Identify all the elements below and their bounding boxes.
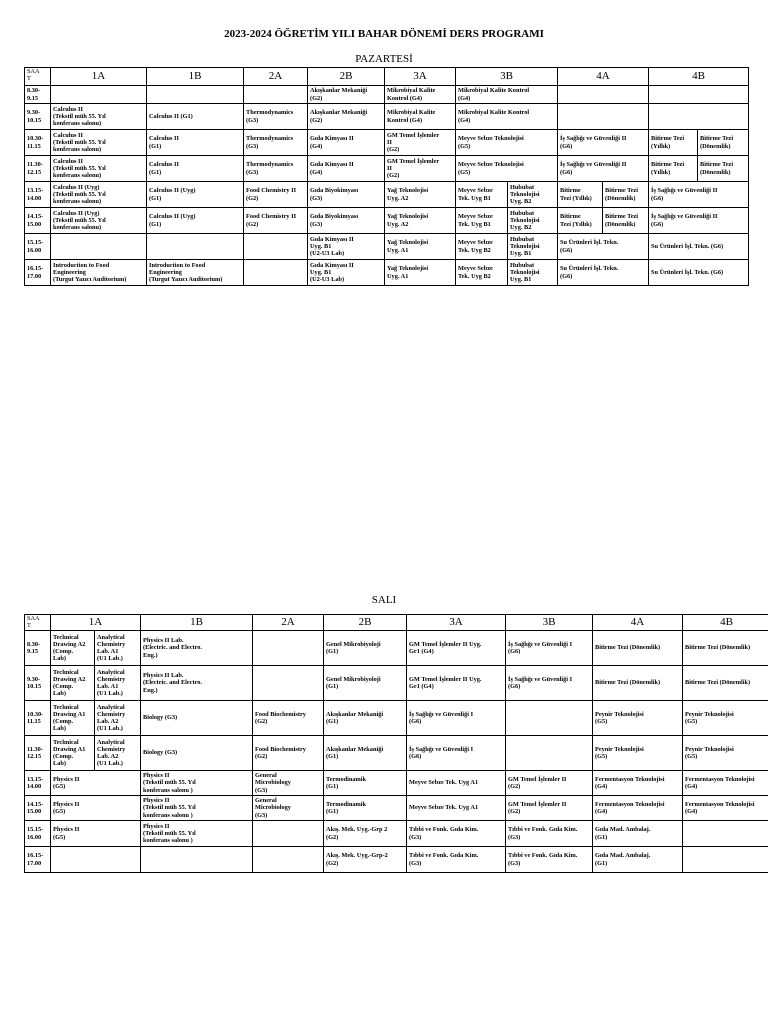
group-header: 1B bbox=[141, 615, 253, 631]
class-cell: Calculus II (Uyg) (Tekstil müh 55. Yıl konferans salonu) bbox=[51, 208, 147, 234]
class-cell: Yağ Teknolojisi Uyg. A2 bbox=[385, 182, 456, 208]
table-row bbox=[25, 701, 768, 736]
time-cell: 8.30- 9.15 bbox=[25, 631, 51, 666]
class-cell: Calculus II (Tekstil müh 55. Yıl konferans salonu) bbox=[51, 104, 147, 130]
class-cell: Peynir Teknolojisi (G5) bbox=[683, 736, 768, 771]
class-cell: Bitirme Tezi (Yıllık) bbox=[649, 130, 698, 156]
class-cell: Introduction to Food Engineering (Turgut Yazıcı Auditorium) bbox=[51, 260, 147, 286]
class-cell: Gıda Kimyası II (G4) bbox=[308, 130, 385, 156]
table-row bbox=[25, 208, 749, 234]
time-cell: 13.15- 14.00 bbox=[25, 771, 51, 796]
group-header: 4B bbox=[683, 615, 768, 631]
time-cell: 11.30- 12.15 bbox=[25, 156, 51, 182]
class-cell: Akış. Mek. Uyg.-Grp 2 (G2) bbox=[324, 821, 407, 847]
class-cell: Analytical Chemistry Lab. A1 (U1 Lab.) bbox=[95, 666, 141, 701]
class-cell: Bitirme Tezi (Dönemlik) bbox=[683, 631, 768, 666]
class-cell: Meyve Sebze Tek. Uyg A1 bbox=[407, 796, 506, 821]
table-row bbox=[25, 104, 749, 130]
time-cell: 8.30- 9.15 bbox=[25, 86, 51, 104]
class-cell: Technical Drawing A2 (Comp. Lab) bbox=[51, 666, 95, 701]
class-cell: Gıda Kimyası II (G4) bbox=[308, 156, 385, 182]
class-cell: Food Chemistry II (G2) bbox=[244, 182, 308, 208]
class-cell bbox=[558, 104, 649, 130]
class-cell: Food Biochemistry (G2) bbox=[253, 701, 324, 736]
class-cell: Mikrobiyal Kalite Kontrol (G4) bbox=[385, 104, 456, 130]
class-cell bbox=[683, 821, 768, 847]
class-cell: Technical Drawing A2 (Comp. Lab) bbox=[51, 631, 95, 666]
day-title-monday: PAZARTESİ bbox=[355, 53, 413, 65]
class-cell: Meyve Sebze Teknolojisi (G5) bbox=[456, 130, 558, 156]
class-cell: Food Biochemistry (G2) bbox=[253, 736, 324, 771]
class-cell: Bitirme Tezi (Yıllık) bbox=[558, 208, 603, 234]
class-cell: Hububat Teknolojisi Uyg. B1 bbox=[508, 234, 558, 260]
class-cell: Fermentasyon Teknolojisi (G4) bbox=[593, 796, 683, 821]
class-cell: İş Sağlığı ve Güvenliği II (G6) bbox=[649, 182, 749, 208]
time-cell: 13.15- 14.00 bbox=[25, 182, 51, 208]
class-cell: Gıda Biyokimyası (G3) bbox=[308, 208, 385, 234]
class-cell: Technical Drawing A1 (Comp. Lab) bbox=[51, 701, 95, 736]
class-cell: GM Temel İşlemler II Uyg. Gr1 (G4) bbox=[407, 666, 506, 701]
class-cell: Bitirme Tezi (Dönemlik) bbox=[683, 666, 768, 701]
class-cell: Biology (G3) bbox=[141, 701, 253, 736]
table-header-row bbox=[25, 615, 768, 631]
class-cell: Meyve Sebze Teknolojisi (G5) bbox=[456, 156, 558, 182]
group-header: 4B bbox=[649, 68, 749, 86]
class-cell: GM Temel İşlemler II Uyg. Gr1 (G4) bbox=[407, 631, 506, 666]
class-cell: Calculus II (G1) bbox=[147, 130, 244, 156]
group-header: 1A bbox=[51, 68, 147, 86]
class-cell: GM Temel İşlemler II (G2) bbox=[385, 130, 456, 156]
class-cell: Physics II (Tekstil müh 55. Yıl konferans salonu ) bbox=[141, 771, 253, 796]
class-cell: Bitirme Tezi (Dönemlik) bbox=[698, 156, 749, 182]
group-header: 4A bbox=[558, 68, 649, 86]
class-cell: Genel Mikrobiyoloji (G1) bbox=[324, 631, 407, 666]
class-cell: Thermodynamics (G3) bbox=[244, 130, 308, 156]
table-row bbox=[25, 666, 768, 701]
class-cell: Su Ürünleri İşl. Tekn. (G6) bbox=[558, 260, 649, 286]
class-cell: Calculus II (Uyg) (Tekstil müh 55. Yıl konferans salonu) bbox=[51, 182, 147, 208]
class-cell bbox=[558, 86, 649, 104]
class-cell: Su Ürünleri İşl. Tekn. (G6) bbox=[558, 234, 649, 260]
class-cell: Analytical Chemistry Lab. A2 (U1 Lab.) bbox=[95, 736, 141, 771]
table-row bbox=[25, 182, 749, 208]
class-cell: Calculus II (G1) bbox=[147, 104, 244, 130]
class-cell: Calculus II (Tekstil müh 55. Yıl konferans salonu) bbox=[51, 130, 147, 156]
class-cell: Gıda Kimyası II Uyg. B1 (U2-U3 Lab) bbox=[308, 234, 385, 260]
class-cell: Thermodynamics (G3) bbox=[244, 156, 308, 182]
class-cell: Hububat Teknolojisi Uyg. B1 bbox=[508, 260, 558, 286]
class-cell bbox=[253, 847, 324, 873]
class-cell: Biology (G3) bbox=[141, 736, 253, 771]
group-header: 1B bbox=[147, 68, 244, 86]
time-cell: 14.15- 15.00 bbox=[25, 796, 51, 821]
class-cell: GM Temel İşlemler II (G2) bbox=[506, 771, 593, 796]
time-cell: 15.15- 16.00 bbox=[25, 821, 51, 847]
class-cell: Fermentasyon Teknolojisi (G4) bbox=[683, 796, 768, 821]
class-cell: Tıbbi ve Fonk. Gıda Kim. (G3) bbox=[506, 847, 593, 873]
class-cell: Gıda Kimyası II Uyg. B1 (U2-U3 Lab) bbox=[308, 260, 385, 286]
class-cell: Analytical Chemistry Lab. A1 (U1 Lab.) bbox=[95, 631, 141, 666]
table-row bbox=[25, 821, 768, 847]
class-cell: Yağ Teknolojisi Uyg. A1 bbox=[385, 234, 456, 260]
class-cell: Akışkanlar Mekaniği (G1) bbox=[324, 701, 407, 736]
group-header: 2A bbox=[253, 615, 324, 631]
class-cell: Gıda Biyokimyası (G3) bbox=[308, 182, 385, 208]
page-title: 2023-2024 ÖĞRETİM YILI BAHAR DÖNEMİ DERS PROGRAMI bbox=[224, 28, 544, 40]
class-cell: Physics II (Tekstil müh 55. Yıl konferans salonu ) bbox=[141, 821, 253, 847]
class-cell: İş Sağlığı ve Güvenliği II (G6) bbox=[558, 130, 649, 156]
class-cell: Su Ürünleri İşl. Tekn. (G6) bbox=[649, 234, 749, 260]
class-cell: Genel Mikrobiyoloji (G1) bbox=[324, 666, 407, 701]
class-cell: Meyve Sebze Tek. Uyg A1 bbox=[407, 771, 506, 796]
group-header: 3B bbox=[456, 68, 558, 86]
class-cell: Introduction to Food Engineering (Turgut Yazıcı Auditorium) bbox=[147, 260, 244, 286]
class-cell: Physics II (G5) bbox=[51, 796, 141, 821]
class-cell: Fermentasyon Teknolojisi (G4) bbox=[683, 771, 768, 796]
group-header: 2A bbox=[244, 68, 308, 86]
class-cell: Bitirme Tezi (Dönemlik) bbox=[698, 130, 749, 156]
table-row bbox=[25, 156, 749, 182]
class-cell: General Microbiology (G3) bbox=[253, 796, 324, 821]
class-cell: Calculus II (Uyg) (G1) bbox=[147, 208, 244, 234]
class-cell bbox=[253, 631, 324, 666]
class-cell bbox=[51, 847, 141, 873]
time-cell: 14.15- 15.00 bbox=[25, 208, 51, 234]
class-cell: Thermodynamics (G3) bbox=[244, 104, 308, 130]
class-cell: İş Sağlığı ve Güvenliği II (G6) bbox=[649, 208, 749, 234]
class-cell: Peynir Teknolojisi (G5) bbox=[593, 701, 683, 736]
class-cell: Food Chemistry II (G2) bbox=[244, 208, 308, 234]
class-cell: Bitirme Tezi (Dönemlik) bbox=[593, 631, 683, 666]
class-cell: Akışkanlar Mekaniği (G1) bbox=[324, 736, 407, 771]
class-cell: Bitirme Tezi (Yıllık) bbox=[558, 182, 603, 208]
group-header: 4A bbox=[593, 615, 683, 631]
group-header: 3A bbox=[385, 68, 456, 86]
class-cell: Meyve Sebze Tek. Uyg B1 bbox=[456, 208, 508, 234]
class-cell: Calculus II (Uyg) (G1) bbox=[147, 182, 244, 208]
class-cell: Termodinamik (G1) bbox=[324, 796, 407, 821]
class-cell bbox=[141, 847, 253, 873]
table-row bbox=[25, 631, 768, 666]
group-header: 3B bbox=[506, 615, 593, 631]
class-cell bbox=[147, 234, 244, 260]
monday-schedule-table bbox=[24, 67, 749, 286]
class-cell: GM Temel İşlemler II (G2) bbox=[506, 796, 593, 821]
class-cell: Mikrobiyal Kalite Kontrol (G4) bbox=[456, 86, 558, 104]
class-cell bbox=[244, 234, 308, 260]
class-cell bbox=[649, 86, 749, 104]
class-cell bbox=[506, 701, 593, 736]
table-header-row bbox=[25, 68, 749, 86]
class-cell bbox=[51, 86, 147, 104]
class-cell: Yağ Teknolojisi Uyg. A1 bbox=[385, 260, 456, 286]
time-cell: 9.30- 10.15 bbox=[25, 104, 51, 130]
table-row bbox=[25, 86, 749, 104]
class-cell: Physics II (G5) bbox=[51, 821, 141, 847]
class-cell: General Microbiology (G3) bbox=[253, 771, 324, 796]
class-cell: Meyve Sebze Tek. Uyg B2 bbox=[456, 234, 508, 260]
class-cell: İş Sağlığı ve Güvenliği II (G6) bbox=[558, 156, 649, 182]
class-cell: Physics II (G5) bbox=[51, 771, 141, 796]
table-row bbox=[25, 736, 768, 771]
class-cell bbox=[244, 260, 308, 286]
group-header: 3A bbox=[407, 615, 506, 631]
class-cell: Termodinamik (G1) bbox=[324, 771, 407, 796]
class-cell bbox=[506, 736, 593, 771]
time-cell: 11.30- 12.15 bbox=[25, 736, 51, 771]
class-cell: İş Sağlığı ve Güvenliği I (G6) bbox=[506, 631, 593, 666]
table-row bbox=[25, 130, 749, 156]
saat-header: SAA T bbox=[25, 615, 51, 631]
time-cell: 16.15- 17.00 bbox=[25, 260, 51, 286]
saat-header: SAA T bbox=[25, 68, 51, 86]
group-header: 1A bbox=[51, 615, 141, 631]
class-cell: Mikrobiyal Kalite Kontrol (G4) bbox=[385, 86, 456, 104]
class-cell: Akışkanlar Mekaniği (G2) bbox=[308, 104, 385, 130]
class-cell: Su Ürünleri İşl. Tekn. (G6) bbox=[649, 260, 749, 286]
class-cell bbox=[253, 821, 324, 847]
table-row bbox=[25, 234, 749, 260]
time-cell: 15.15- 16.00 bbox=[25, 234, 51, 260]
class-cell: Bitirme Tezi (Dönemlik) bbox=[593, 666, 683, 701]
class-cell: Tıbbi ve Fonk. Gıda Kim. (G3) bbox=[407, 821, 506, 847]
class-cell: Akış. Mek. Uyg.-Grp-2 (G2) bbox=[324, 847, 407, 873]
table-row bbox=[25, 260, 749, 286]
class-cell: Peynir Teknolojisi (G5) bbox=[683, 701, 768, 736]
class-cell: Physics II Lab. (Electric. and Electro. Eng.) bbox=[141, 631, 253, 666]
class-cell: Peynir Teknolojisi (G5) bbox=[593, 736, 683, 771]
class-cell bbox=[649, 104, 749, 130]
class-cell: Bitirme Tezi (Yıllık) bbox=[649, 156, 698, 182]
class-cell: Yağ Teknolojisi Uyg. A2 bbox=[385, 208, 456, 234]
class-cell: Calculus II (G1) bbox=[147, 156, 244, 182]
class-cell: Bitirme Tezi (Dönemlik) bbox=[603, 182, 649, 208]
class-cell bbox=[683, 847, 768, 873]
tuesday-schedule-table bbox=[24, 614, 768, 873]
class-cell: Gıda Mad. Ambalaj. (G1) bbox=[593, 847, 683, 873]
class-cell: Fermentasyon Teknolojisi (G4) bbox=[593, 771, 683, 796]
group-header: 2B bbox=[324, 615, 407, 631]
class-cell: Gıda Mad. Ambalaj. (G1) bbox=[593, 821, 683, 847]
class-cell: Hububat Teknolojisi Uyg. B2 bbox=[508, 182, 558, 208]
class-cell: Calculus II (Tekstil müh 55. Yıl konferans salonu) bbox=[51, 156, 147, 182]
class-cell: Bitirme Tezi (Dönemlik) bbox=[603, 208, 649, 234]
day-title-tuesday: SALI bbox=[371, 594, 397, 606]
table-row bbox=[25, 771, 768, 796]
time-cell: 10.30- 11.15 bbox=[25, 130, 51, 156]
class-cell: Analytical Chemistry Lab. A2 (U1 Lab.) bbox=[95, 701, 141, 736]
class-cell bbox=[244, 86, 308, 104]
class-cell: Tıbbi ve Fonk. Gıda Kim. (G3) bbox=[407, 847, 506, 873]
table-row bbox=[25, 796, 768, 821]
time-cell: 10.30- 11.15 bbox=[25, 701, 51, 736]
class-cell bbox=[147, 86, 244, 104]
class-cell: GM Temel İşlemler II (G2) bbox=[385, 156, 456, 182]
time-cell: 9.30- 10.15 bbox=[25, 666, 51, 701]
table-row bbox=[25, 847, 768, 873]
class-cell: İş Sağlığı ve Güvenliği I (G6) bbox=[407, 736, 506, 771]
class-cell: Hububat Teknolojisi Uyg. B2 bbox=[508, 208, 558, 234]
class-cell: Physics II Lab. (Electric. and Electro. Eng.) bbox=[141, 666, 253, 701]
class-cell: İş Sağlığı ve Güvenliği I (G6) bbox=[407, 701, 506, 736]
class-cell: Tıbbi ve Fonk. Gıda Kim. (G3) bbox=[506, 821, 593, 847]
class-cell: Mikrobiyal Kalite Kontrol (G4) bbox=[456, 104, 558, 130]
class-cell: İş Sağlığı ve Güvenliği I (G6) bbox=[506, 666, 593, 701]
class-cell: Meyve Sebze Tek. Uyg B1 bbox=[456, 182, 508, 208]
class-cell: Physics II (Tekstil müh 55. Yıl konferans salonu ) bbox=[141, 796, 253, 821]
group-header: 2B bbox=[308, 68, 385, 86]
class-cell bbox=[51, 234, 147, 260]
class-cell: Technical Drawing A1 (Comp. Lab) bbox=[51, 736, 95, 771]
class-cell: Meyve Sebze Tek. Uyg B2 bbox=[456, 260, 508, 286]
class-cell: Akışkanlar Mekaniği (G2) bbox=[308, 86, 385, 104]
class-cell bbox=[253, 666, 324, 701]
time-cell: 16.15- 17.00 bbox=[25, 847, 51, 873]
